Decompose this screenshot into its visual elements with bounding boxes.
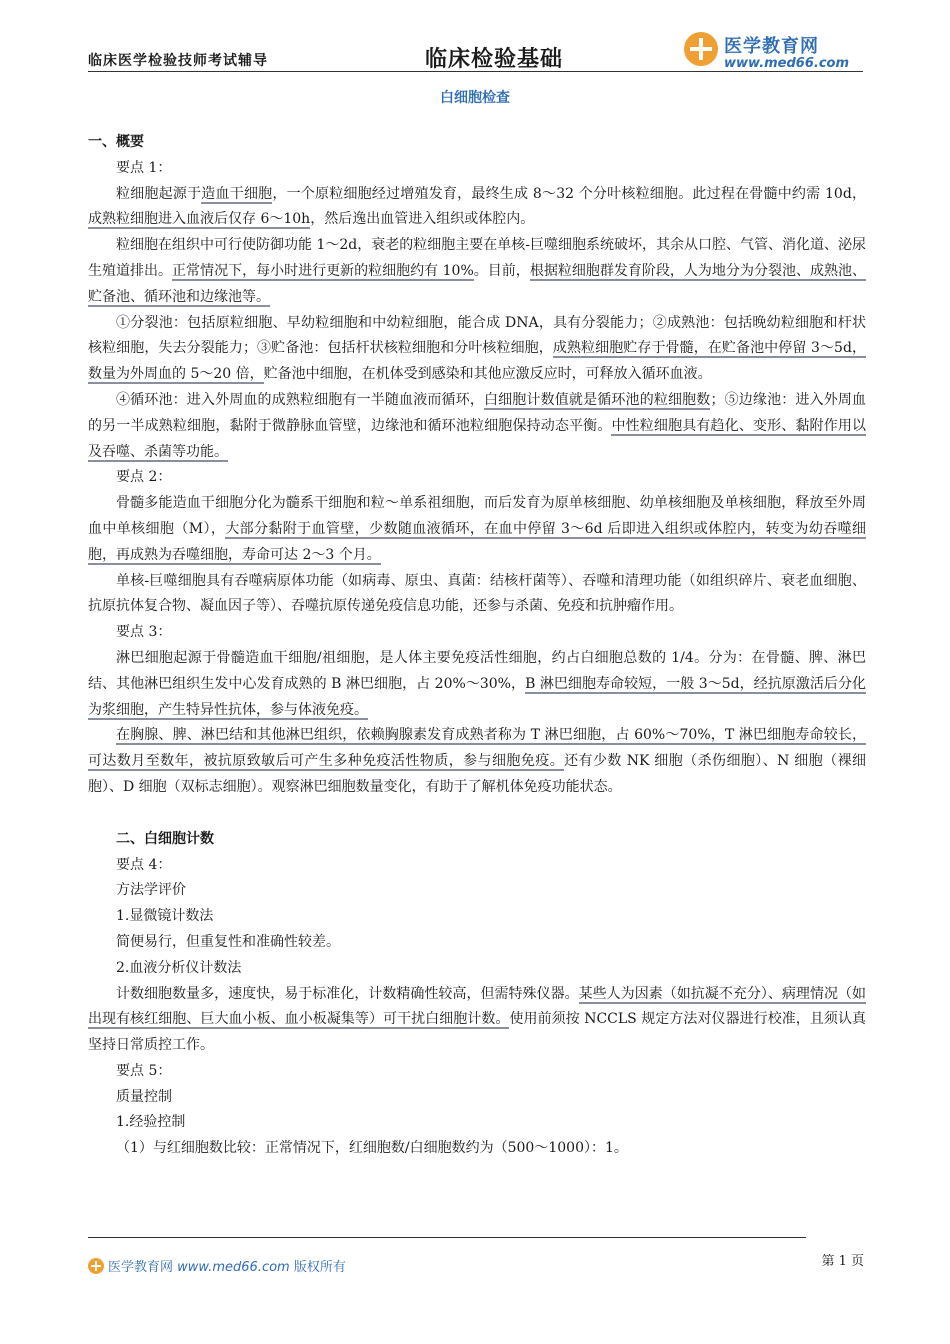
highlight: 正常情况下，每小时进行更新的粒细胞约有 10%	[172, 262, 474, 279]
paragraph: ①分裂池：包括原粒细胞、早幼粒细胞和中幼粒细胞，能合成 DNA，具有分裂能力；②成熟池：包括晚幼粒细胞和杆状核粒细胞，失去分裂能力；③贮备池：包括杆状核粒细胞和分叶核粒细胞，成熟粒细胞贮存于骨髓，在贮备池中停留 3～5d，数量为外周血的 5～20 倍，贮备池中细胞，在机体受到感染和其他应激反应时，可释放入循环血液。	[88, 314, 866, 383]
site-logo[interactable]	[684, 30, 864, 76]
paragraph: 粒细胞在组织中可行使防御功能 1～2d，衰老的粒细胞主要在单核-巨噬细胞系统破坏，其余从口腔、气管、消化道、泌尿生殖道排出。正常情况下，每小时进行更新的粒细胞约有 10%。目前，根据粒细胞群发育阶段，人为地分为分裂池、成熟池、贮备池、循环池和边缘池等。	[88, 237, 867, 305]
page-number: 第 1 页	[821, 1254, 864, 1269]
logo-name: 医学教育网	[724, 36, 819, 57]
section-heading: 一、概要	[88, 134, 144, 150]
medical-cross-icon	[88, 1258, 104, 1274]
paragraph: 骨髓多能造血干细胞分化为髓系干细胞和粒～单系祖细胞，而后发育为原单核细胞、幼单核细胞及单核细胞，释放至外周血中单核细胞（M），大部分黏附于血管壁，少数随血液循环，在血中停留 3～6d 后即进入组织或体腔内，转变为幼吞噬细胞，再成熟为吞噬细胞，寿命可达 2～3 个月。	[88, 495, 866, 563]
paragraph: ④循环池：进入外周血的成熟粒细胞有一半随血液而循环，白细胞计数值就是循环池的粒细胞数；⑤边缘池：进入外周血的另一半成熟粒细胞，黏附于微静脉血管壁，边缘池和循环池粒细胞保持动态平衡。中性粒细胞具有趋化、变形、黏附作用以及吞噬、杀菌等功能。	[88, 391, 867, 460]
highlight: B 淋巴细胞寿命较短，一般 3～5d，经抗原激活后分化为浆细胞，产生特异性抗体，参与体液免疫。	[88, 675, 867, 718]
method-heading: 1.经验控制	[116, 1114, 186, 1131]
highlight: 成熟粒细胞贮存于骨髓，在贮备池中停留 3～5d，数量为外周血的 5～20 倍，	[88, 340, 866, 383]
logo-url[interactable]: www.med66.com	[724, 56, 850, 71]
method-heading: 1.显微镜计数法	[116, 908, 214, 925]
paragraph: 淋巴细胞起源于骨髓造血干细胞/祖细胞，是人体主要免疫活性细胞，约占白细胞总数的 1/4。分为：在骨髓、脾、淋巴结、其他淋巴组织生发中心发育成熟的 B 淋巴细胞，占 20%～30%，B 淋巴细胞寿命较短，一般 3～5d，经抗原激活后分化为浆细胞，产生特异性抗体，参与体液免疫。	[88, 649, 867, 718]
paragraph: 质量控制	[116, 1088, 172, 1105]
highlight: 成熟粒细胞进入血液后仅存 6～10h	[88, 211, 311, 228]
paragraph: （1）与红细胞数比较：正常情况下，红细胞数/白细胞数约为（500～1000）：1。	[116, 1140, 628, 1157]
highlight: 根据粒细胞群发育阶段，人为地分为分裂池、成熟池、贮备池、循环池和边缘池等。	[88, 262, 867, 305]
footer-brand[interactable]: 医学教育网 www.med66.com 版权所有	[88, 1256, 346, 1275]
paragraph: 粒细胞起源于造血干细胞，一个原粒细胞经过增殖发育，最终生成 8～32 个分叶核粒细胞。此过程在骨髓中约需 10d，成熟粒细胞进入血液后仅存 6～10h，然后逸出血管进入组织或体腔内。	[88, 185, 867, 228]
footer-url: www.med66.com	[177, 1260, 290, 1275]
highlight: 造血干细胞	[201, 185, 273, 202]
section-heading: 二、白细胞计数	[116, 830, 214, 847]
page-title: 白细胞检查	[440, 90, 510, 106]
key-point-label: 要点 5：	[116, 1062, 172, 1079]
header-divider	[88, 71, 863, 72]
paragraph: 在胸腺、脾、淋巴结和其他淋巴组织，依赖胸腺素发育成熟者称为 T 淋巴细胞，占 60%～70%，T 淋巴细胞寿命较长，可达数月至数年，被抗原致敏后可产生多种免疫活性物质，参与细胞免疫。还有少数 NK 细胞（杀伤细胞）、N 细胞（裸细胞）、D 细胞（双标志细胞）。观察淋巴细胞数量变化，有助于了解机体免疫功能状态。	[88, 727, 866, 795]
key-point-label: 要点 4：	[116, 856, 172, 873]
paragraph: 方法学评价	[116, 882, 186, 899]
header-subject-title: 临床检验基础	[425, 47, 564, 72]
highlight: 某些人为因素（如抗凝不充分）、病理情况（如出现有核红细胞、巨大血小板、血小板凝集等）可干扰白细胞计数。	[88, 985, 867, 1028]
key-point-label: 要点 1：	[116, 159, 172, 176]
header-course-title: 临床医学检验技师考试辅导	[88, 53, 268, 69]
highlight: 白细胞计数值就是循环池的粒细胞数	[484, 391, 711, 408]
highlight: 在胸腺、脾、淋巴结和其他淋巴组织，依赖胸腺素发育成熟者称为 T 淋巴细胞，占 60%～70%，T 淋巴细胞寿命较长，可达数月至数年，被抗原致敏后可产生多种免疫活性物质，参与细胞免疫。	[88, 727, 866, 770]
key-point-label: 要点 2：	[116, 469, 172, 486]
highlight: 中性粒细胞具有趋化、变形、黏附作用以及吞噬、杀菌等功能。	[88, 417, 867, 460]
paragraph: 计数细胞数量多，速度快，易于标准化，计数精确性较高，但需特殊仪器。某些人为因素（如抗凝不充分）、病理情况（如出现有核红细胞、巨大血小板、血小板凝集等）可干扰白细胞计数。使用前须按 NCCLS 规定方法对仪器进行校准，且须认真坚持日常质控工作。	[88, 985, 867, 1054]
footer-rights: 版权所有	[293, 1260, 346, 1275]
paragraph: 简便易行，但重复性和准确性较差。	[116, 933, 340, 950]
medical-cross-icon	[684, 32, 718, 66]
highlight: 大部分黏附于血管壁，少数随血液循环，在血中停留 3～6d 后即进入组织或体腔内，转变为幼吞噬细胞，再成熟为吞噬细胞，寿命可达 2～3 个月。	[88, 520, 866, 563]
method-heading: 2.血液分析仪计数法	[116, 959, 242, 976]
key-point-label: 要点 3：	[116, 624, 172, 641]
document-body	[88, 130, 866, 1162]
footer-divider	[88, 1237, 806, 1238]
paragraph: 单核-巨噬细胞具有吞噬病原体功能（如病毒、原虫、真菌：结核杆菌等）、吞噬和清理功能（如组织碎片、衰老血细胞、抗原抗体复合物、凝血因子等）、吞噬抗原传递免疫信息功能，还参与杀菌、免疫和抗肿瘤作用。	[88, 572, 866, 615]
